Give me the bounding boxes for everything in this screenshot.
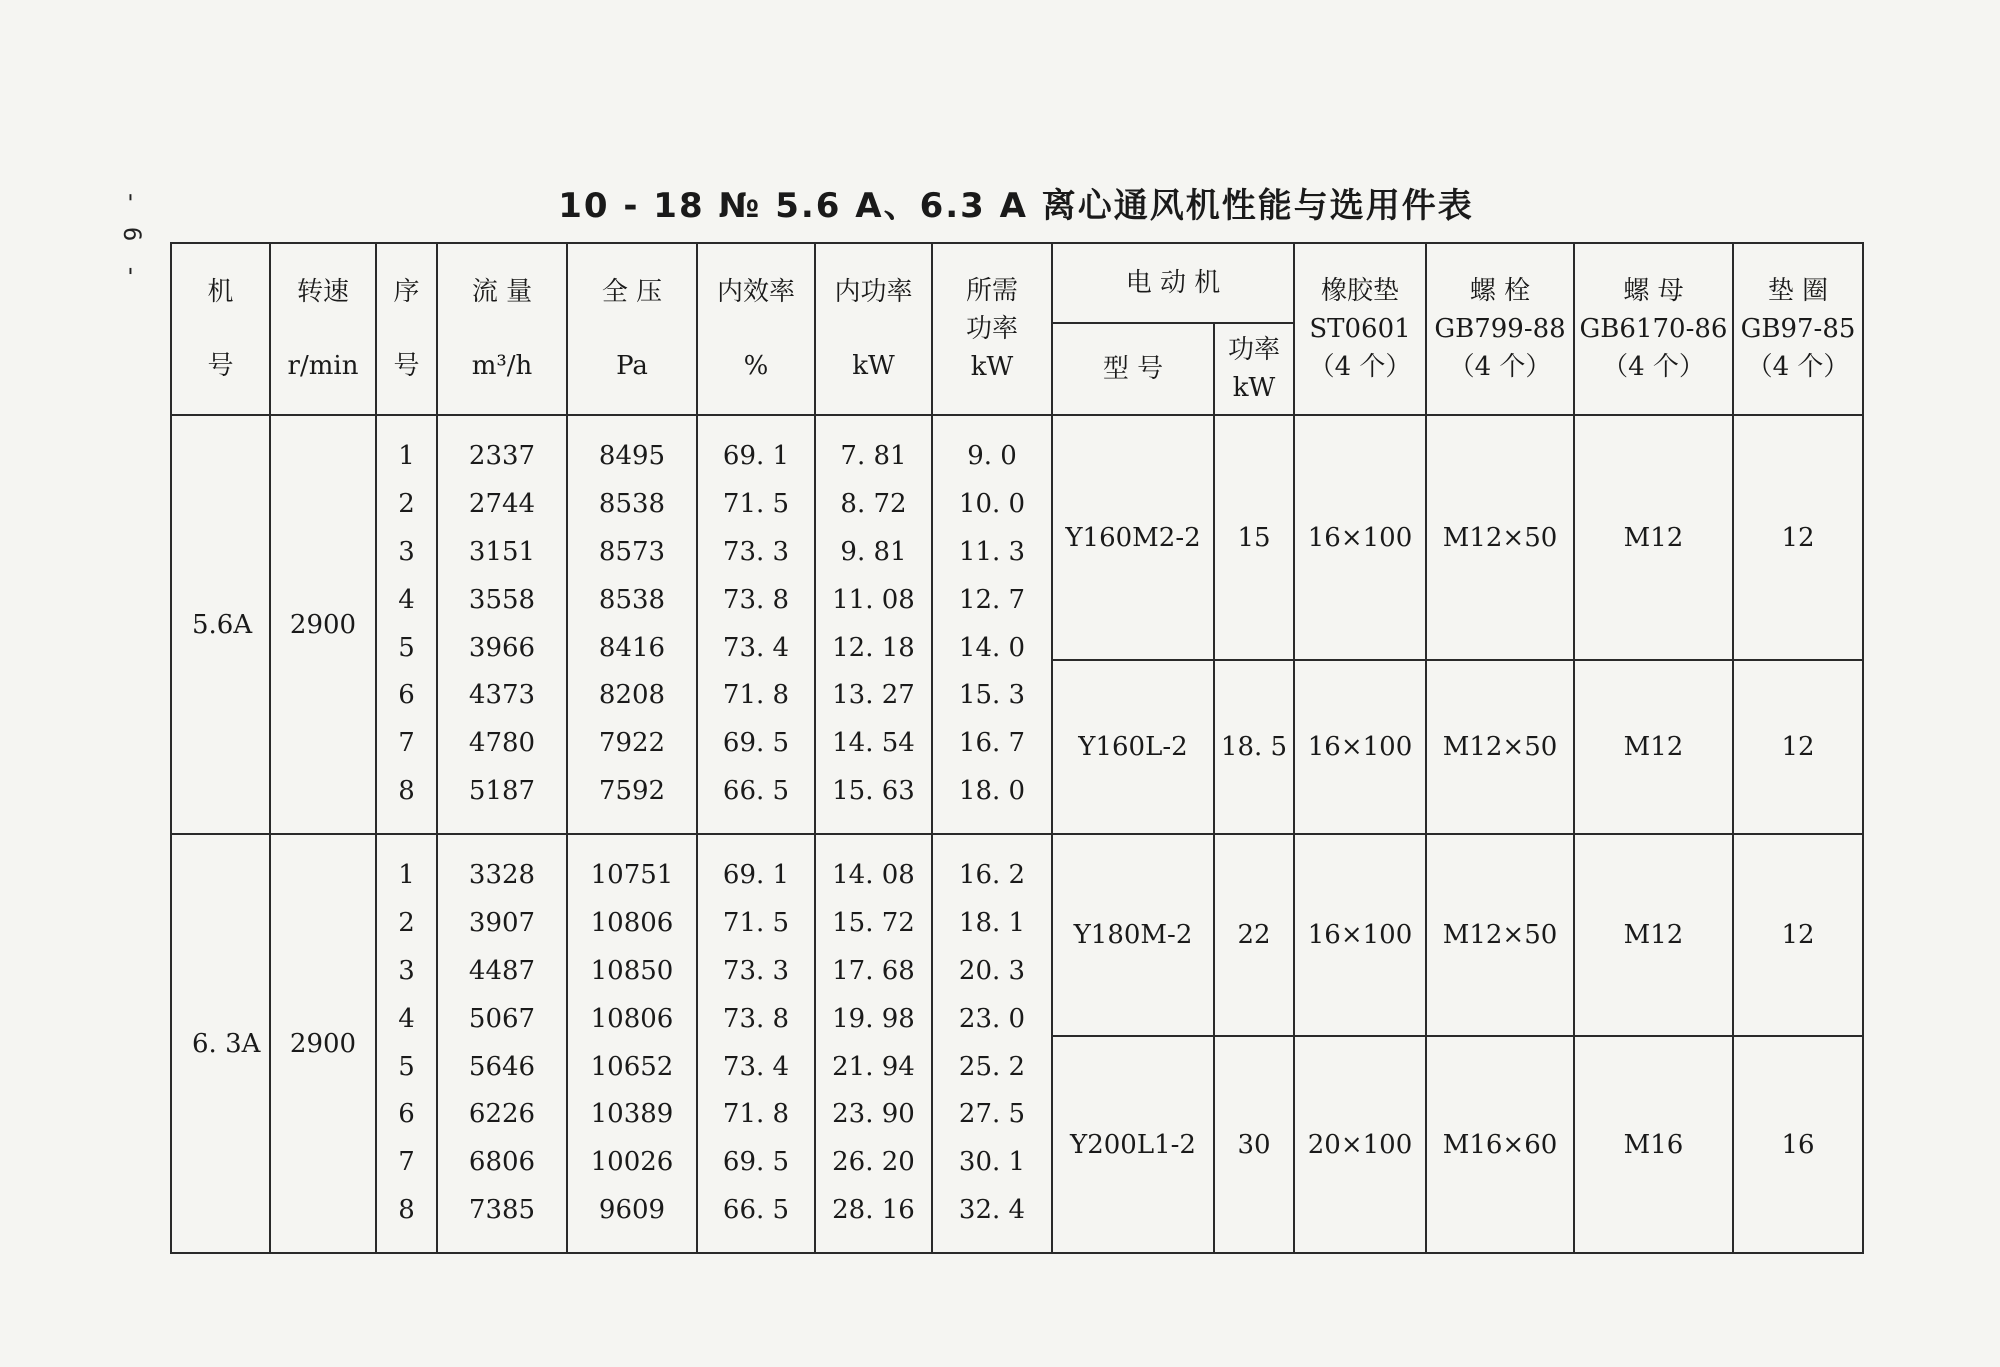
table-value: 73. 3: [722, 955, 790, 986]
nut-cell: M12: [1574, 660, 1733, 834]
table-value: 25. 2: [958, 1051, 1026, 1082]
table-value: 7592: [598, 775, 666, 806]
table-value: 10850: [590, 955, 674, 986]
table-value: 69. 5: [722, 728, 790, 759]
table-value: 69. 1: [722, 441, 790, 472]
table-value: 3907: [468, 908, 536, 939]
table-value: 11. 08: [832, 584, 915, 615]
table-value: 10806: [590, 908, 674, 939]
pressure-cell: [567, 834, 697, 1253]
table-value: 2: [398, 908, 415, 939]
table-value: 32. 4: [958, 1194, 1026, 1225]
efficiency-cell: [697, 415, 815, 834]
header-washer: 垫 圈 GB97-85 （4 个）: [1733, 243, 1863, 415]
table-value: 6: [398, 1099, 415, 1130]
speed-cell: 2900: [270, 834, 376, 1253]
bolt-cell: M12×50: [1426, 660, 1574, 834]
motor-model-cell: Y180M-2: [1052, 834, 1214, 1036]
header-rubber-pad: 橡胶垫 ST0601 （4 个）: [1294, 243, 1426, 415]
rubber-pad-cell: 20×100: [1294, 1036, 1426, 1253]
table-value: 11. 3: [958, 536, 1026, 567]
header-model: 机 号: [171, 243, 270, 415]
table-value: 71. 5: [722, 489, 790, 520]
motor-power-cell: 18. 5: [1214, 660, 1294, 834]
table-value: 17. 68: [832, 955, 915, 986]
table-row: [171, 834, 1863, 1036]
table-value: 8. 72: [840, 489, 907, 520]
table-value: 7: [398, 1147, 415, 1178]
table-value: 71. 8: [722, 1099, 790, 1130]
table-value: 16. 7: [958, 728, 1026, 759]
table-value: 2744: [468, 489, 536, 520]
header-required-power: 所需 功率 kW: [932, 243, 1052, 415]
table-value: 5646: [468, 1051, 536, 1082]
nut-cell: M12: [1574, 834, 1733, 1036]
required-power-cell: [932, 415, 1052, 834]
rubber-pad-cell: 16×100: [1294, 834, 1426, 1036]
table-value: 4: [398, 1003, 415, 1034]
table-value: 9609: [598, 1194, 666, 1225]
table-value: 5187: [468, 775, 536, 806]
table-value: 14. 54: [832, 728, 915, 759]
table-value: 9. 81: [840, 536, 907, 567]
table-value: 6226: [468, 1099, 536, 1130]
table-value: 8: [398, 1194, 415, 1225]
seq-cell: [376, 834, 437, 1253]
page-title: 10 - 18 № 5.6 A、6.3 A 离心通风机性能与选用件表: [558, 186, 1474, 226]
seq-cell: [376, 415, 437, 834]
table-value: 66. 5: [722, 775, 790, 806]
table-value: 21. 94: [832, 1051, 915, 1082]
header-motor: 电 动 机: [1052, 243, 1294, 323]
table-value: 3: [398, 955, 415, 986]
table-value: 3966: [468, 632, 536, 663]
motor-model-cell: Y200L1-2: [1052, 1036, 1214, 1253]
table-value: 71. 8: [722, 680, 790, 711]
table-value: 14. 08: [832, 860, 915, 891]
washer-cell: 12: [1733, 834, 1863, 1036]
motor-power-cell: 15: [1214, 415, 1294, 660]
table-value: 3151: [468, 536, 536, 567]
bolt-cell: M16×60: [1426, 1036, 1574, 1253]
table-value: 26. 20: [832, 1147, 915, 1178]
table-value: 10652: [590, 1051, 674, 1082]
table-value: 8573: [598, 536, 666, 567]
table-value: 19. 98: [832, 1003, 915, 1034]
header-motor-power: 功率 kW: [1214, 323, 1294, 415]
table-value: 5: [398, 632, 415, 663]
rubber-pad-cell: 16×100: [1294, 415, 1426, 660]
table-value: 20. 3: [958, 955, 1026, 986]
table-value: 8538: [598, 584, 666, 615]
table-value: 10806: [590, 1003, 674, 1034]
speed-cell: 2900: [270, 415, 376, 834]
fan-model-cell: 5.6A: [171, 415, 270, 834]
washer-cell: 12: [1733, 660, 1863, 834]
motor-power-cell: 30: [1214, 1036, 1294, 1253]
table-value: 3: [398, 536, 415, 567]
table-value: 73. 4: [722, 1051, 790, 1082]
header-bolt: 螺 栓 GB799-88 （4 个）: [1426, 243, 1574, 415]
table-value: 15. 63: [832, 775, 915, 806]
table-value: 9. 0: [967, 441, 1017, 472]
table-value: 10751: [590, 860, 674, 891]
table-value: 18. 0: [958, 775, 1026, 806]
table-value: 4487: [468, 955, 536, 986]
washer-cell: 12: [1733, 415, 1863, 660]
table-value: 7922: [598, 728, 666, 759]
table-value: 28. 16: [832, 1194, 915, 1225]
table-value: 15. 72: [832, 908, 915, 939]
table-value: 2: [398, 489, 415, 520]
table-value: 73. 3: [722, 536, 790, 567]
table-value: 27. 5: [958, 1099, 1026, 1130]
table-value: 8495: [598, 441, 666, 472]
table-value: 2337: [468, 441, 536, 472]
table-value: 4780: [468, 728, 536, 759]
table-value: 7385: [468, 1194, 536, 1225]
table-value: 4373: [468, 680, 536, 711]
table-value: 73. 4: [722, 632, 790, 663]
table-value: 73. 8: [722, 584, 790, 615]
header-pressure: 全 压 Pa: [567, 243, 697, 415]
bolt-cell: M12×50: [1426, 834, 1574, 1036]
bolt-cell: M12×50: [1426, 415, 1574, 660]
internal-power-cell: [815, 415, 932, 834]
nut-cell: M12: [1574, 415, 1733, 660]
header-row: [171, 243, 1863, 323]
rubber-pad-cell: 16×100: [1294, 660, 1426, 834]
header-flow: 流 量 m³/h: [437, 243, 567, 415]
table-value: 6806: [468, 1147, 536, 1178]
page-number: - 6 -: [118, 190, 146, 283]
table-value: 7: [398, 728, 415, 759]
header-motor-model: 型 号: [1052, 323, 1214, 415]
header-speed: 转速 r/min: [270, 243, 376, 415]
table-value: 12. 7: [958, 584, 1026, 615]
performance-table: [170, 242, 1864, 1254]
table-value: 8208: [598, 680, 666, 711]
table-value: 15. 3: [958, 680, 1026, 711]
nut-cell: M16: [1574, 1036, 1733, 1253]
table-value: 5: [398, 1051, 415, 1082]
fan-model-cell: 6. 3A: [171, 834, 270, 1253]
pressure-cell: [567, 415, 697, 834]
table-value: 14. 0: [958, 632, 1026, 663]
table-value: 10. 0: [958, 489, 1026, 520]
table-value: 23. 90: [832, 1099, 915, 1130]
table-value: 69. 5: [722, 1147, 790, 1178]
flow-cell: [437, 415, 567, 834]
table-value: 1: [398, 860, 415, 891]
header-efficiency: 内效率 %: [697, 243, 815, 415]
table-value: 23. 0: [958, 1003, 1026, 1034]
table-value: 5067: [468, 1003, 536, 1034]
header-internal-power: 内功率 kW: [815, 243, 932, 415]
table-value: 8416: [598, 632, 666, 663]
table-value: 8: [398, 775, 415, 806]
table-value: 7. 81: [840, 441, 907, 472]
table-value: 4: [398, 584, 415, 615]
table-value: 8538: [598, 489, 666, 520]
table-value: 66. 5: [722, 1194, 790, 1225]
table-value: 30. 1: [958, 1147, 1026, 1178]
flow-cell: [437, 834, 567, 1253]
table-value: 6: [398, 680, 415, 711]
efficiency-cell: [697, 834, 815, 1253]
motor-model-cell: Y160L-2: [1052, 660, 1214, 834]
internal-power-cell: [815, 834, 932, 1253]
required-power-cell: [932, 834, 1052, 1253]
table-value: 16. 2: [958, 860, 1026, 891]
table-value: 18. 1: [958, 908, 1026, 939]
header-seq: 序 号: [376, 243, 437, 415]
table-value: 71. 5: [722, 908, 790, 939]
motor-model-cell: Y160M2-2: [1052, 415, 1214, 660]
table-value: 3328: [468, 860, 536, 891]
table-row: [171, 415, 1863, 660]
table-value: 73. 8: [722, 1003, 790, 1034]
table-value: 10389: [590, 1099, 674, 1130]
table-value: 69. 1: [722, 860, 790, 891]
table-value: 1: [398, 441, 415, 472]
header-nut: 螺 母 GB6170-86 （4 个）: [1574, 243, 1733, 415]
washer-cell: 16: [1733, 1036, 1863, 1253]
table-value: 12. 18: [832, 632, 915, 663]
table-value: 3558: [468, 584, 536, 615]
motor-power-cell: 22: [1214, 834, 1294, 1036]
table-value: 10026: [590, 1147, 674, 1178]
table-value: 13. 27: [832, 680, 915, 711]
